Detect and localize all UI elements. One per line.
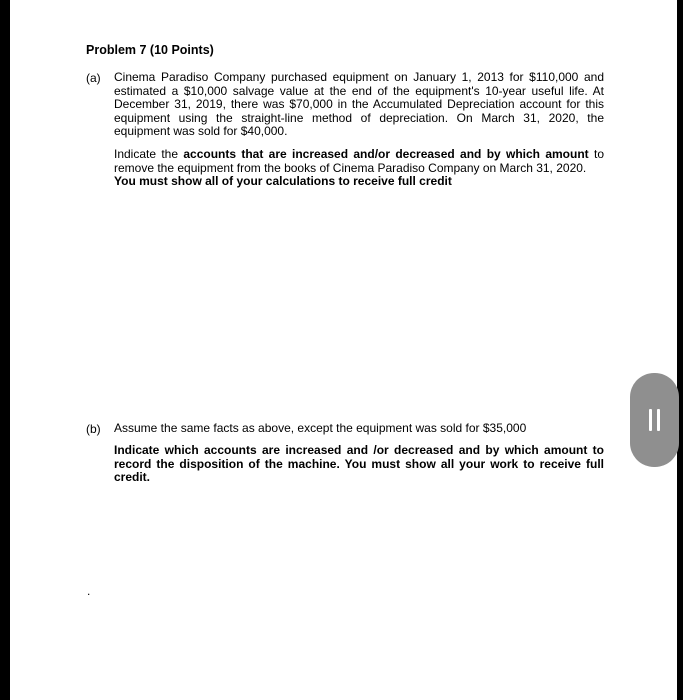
grip-line-icon xyxy=(649,409,652,431)
part-a-instruction xyxy=(114,148,604,189)
grip-line-icon xyxy=(657,409,660,431)
part-a-requirement: You must show all of your calculations to receive full credit xyxy=(114,174,452,188)
document-page xyxy=(10,0,677,700)
part-b-text: Assume the same facts as above, except the equipment was sold for $35,000 xyxy=(114,421,527,435)
part-a-text: Cinema Paradiso Company purchased equipment on January 1, 2013 for $110,000 and estimated a $10,000 salvage value at the end of the equipment's 10-year useful life. At December 31, 2019, there was $70,000 in the Accumulated Depreciation account for this equipment using the straight-line method of depreciation. On March 31, 2020, the equipment was sold for $40,000. xyxy=(114,70,604,138)
part-b-label: (b) xyxy=(86,422,101,436)
part-b-instruction: Indicate which accounts are increased and /or decreased and by which amount to record the disposition of the machine. You must show all your work to receive full credit. xyxy=(114,443,604,484)
scroll-handle[interactable] xyxy=(630,373,679,467)
part-a-instruction-prefix: Indicate the xyxy=(114,147,184,161)
part-a-instruction-suffix: to remove the equipment from the books of Cinema Paradiso Company on March 31, 2020. xyxy=(114,147,604,175)
stray-mark: . xyxy=(87,584,91,598)
problem-title: Problem 7 (10 Points) xyxy=(86,43,214,57)
right-frame-border xyxy=(677,0,683,700)
part-a-instruction-bold: accounts that are increased and/or decreased and by which amount xyxy=(183,147,589,161)
left-frame-border xyxy=(0,0,10,700)
part-a-label: (a) xyxy=(86,71,101,85)
